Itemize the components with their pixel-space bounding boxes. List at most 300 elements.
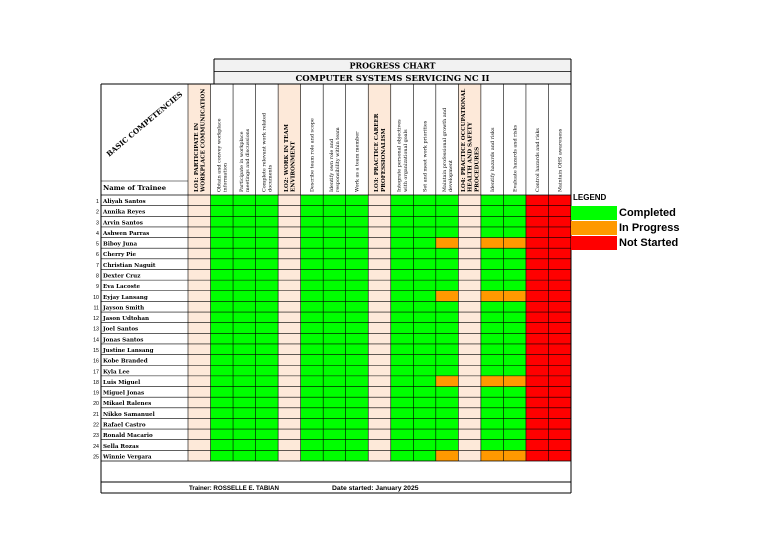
status-cell — [526, 280, 549, 291]
task-header: Identify own role and — [329, 138, 336, 192]
status-cell — [211, 397, 234, 408]
status-cell — [526, 312, 549, 323]
legend-swatch-in-progress — [571, 221, 617, 235]
status-cell — [323, 429, 346, 440]
status-cell — [503, 248, 526, 259]
status-cell — [301, 301, 324, 312]
status-cell — [436, 397, 459, 408]
status-cell — [233, 301, 256, 312]
lo-header: ENVIRONMENT — [290, 141, 297, 192]
status-cell — [391, 291, 414, 302]
status-cell — [256, 429, 279, 440]
legend-title: LEGEND — [573, 193, 607, 202]
status-cell — [323, 408, 346, 419]
status-cell — [548, 312, 571, 323]
status-cell — [503, 259, 526, 270]
trainee-name: Eyjay Lansang — [103, 294, 148, 301]
row-number: 13 — [93, 326, 99, 333]
status-cell — [481, 333, 504, 344]
status-cell — [211, 450, 234, 461]
status-cell — [481, 259, 504, 270]
lo-header: PROFESSIONALISM — [380, 128, 387, 192]
chart-title: PROGRESS CHART — [349, 60, 436, 71]
status-cell — [503, 227, 526, 238]
status-cell — [323, 450, 346, 461]
row-number: 22 — [93, 422, 99, 429]
status-cell — [481, 408, 504, 419]
status-cell — [548, 269, 571, 280]
status-cell — [391, 216, 414, 227]
status-cell — [391, 301, 414, 312]
status-cell — [323, 387, 346, 398]
status-cell — [413, 365, 436, 376]
status-cell — [503, 355, 526, 366]
status-cell — [413, 429, 436, 440]
status-cell — [436, 269, 459, 280]
status-cell — [256, 450, 279, 461]
status-cell — [211, 355, 234, 366]
status-cell — [256, 355, 279, 366]
status-cell — [526, 291, 549, 302]
status-cell — [481, 206, 504, 217]
status-cell — [233, 450, 256, 461]
status-cell — [503, 216, 526, 227]
task-header: Identify hazards and risks — [489, 127, 496, 192]
status-cell — [503, 206, 526, 217]
status-cell — [391, 387, 414, 398]
status-cell — [436, 301, 459, 312]
lo-header: WORKPLACE COMMUNICATION — [200, 88, 207, 192]
status-cell — [233, 429, 256, 440]
legend-item-not-started — [571, 235, 691, 250]
status-cell — [391, 238, 414, 249]
status-cell — [526, 333, 549, 344]
status-cell — [301, 355, 324, 366]
status-cell — [526, 365, 549, 376]
status-cell — [301, 333, 324, 344]
status-cell — [346, 259, 369, 270]
status-cell — [211, 227, 234, 238]
status-cell — [256, 301, 279, 312]
task-header: Work as a team member — [354, 131, 361, 192]
task-header: Integrate personal objectives — [396, 119, 403, 192]
status-cell — [323, 280, 346, 291]
status-cell — [346, 301, 369, 312]
status-cell — [436, 365, 459, 376]
status-cell — [301, 440, 324, 451]
status-cell — [211, 259, 234, 270]
lo-header: LO2: WORK IN TEAM — [283, 124, 290, 192]
status-cell — [526, 248, 549, 259]
status-cell — [301, 408, 324, 419]
status-cell — [323, 440, 346, 451]
status-cell — [481, 248, 504, 259]
status-cell — [526, 408, 549, 419]
status-cell — [481, 312, 504, 323]
status-cell — [323, 344, 346, 355]
status-cell — [391, 206, 414, 217]
task-header: development — [447, 160, 454, 192]
status-cell — [436, 291, 459, 302]
status-cell — [548, 355, 571, 366]
status-cell — [323, 206, 346, 217]
status-cell — [436, 238, 459, 249]
status-cell — [526, 355, 549, 366]
status-cell — [548, 397, 571, 408]
status-cell — [391, 280, 414, 291]
status-cell — [301, 323, 324, 334]
name-header: Name of Trainee — [103, 184, 167, 192]
task-header: information — [222, 163, 229, 192]
status-cell — [413, 376, 436, 387]
status-cell — [526, 238, 549, 249]
status-cell — [481, 429, 504, 440]
row-number: 12 — [93, 316, 99, 323]
status-cell — [481, 291, 504, 302]
status-cell — [301, 269, 324, 280]
status-cell — [526, 344, 549, 355]
status-cell — [436, 227, 459, 238]
trainee-name: Eva Lacoste — [103, 284, 141, 291]
lo-header: HEALTH AND SAFETY — [467, 122, 474, 192]
trainee-name: Christian Naguit — [103, 262, 156, 269]
row-number: 18 — [93, 379, 99, 386]
status-cell — [346, 227, 369, 238]
status-cell — [233, 440, 256, 451]
status-cell — [346, 365, 369, 376]
status-cell — [233, 376, 256, 387]
status-cell — [301, 206, 324, 217]
status-cell — [211, 312, 234, 323]
basic-competencies-label: BASIC COMPETENCIES — [104, 89, 185, 159]
status-cell — [413, 206, 436, 217]
status-cell — [233, 397, 256, 408]
trainee-name: Sella Rozas — [103, 443, 139, 450]
status-cell — [256, 216, 279, 227]
status-cell — [256, 440, 279, 451]
status-cell — [413, 387, 436, 398]
task-header: Participate in workplace — [238, 131, 245, 192]
status-cell — [256, 195, 279, 206]
status-cell — [301, 227, 324, 238]
status-cell — [391, 227, 414, 238]
status-cell — [211, 440, 234, 451]
status-cell — [436, 206, 459, 217]
status-cell — [481, 355, 504, 366]
status-cell — [436, 195, 459, 206]
status-cell — [301, 248, 324, 259]
trainee-name: Rafael Castro — [103, 422, 146, 429]
status-cell — [548, 344, 571, 355]
status-cell — [548, 195, 571, 206]
status-cell — [256, 397, 279, 408]
status-cell — [256, 259, 279, 270]
status-cell — [548, 238, 571, 249]
row-number: 6 — [96, 252, 99, 259]
status-cell — [548, 323, 571, 334]
status-cell — [548, 376, 571, 387]
status-cell — [256, 365, 279, 376]
status-cell — [233, 259, 256, 270]
status-cell — [301, 450, 324, 461]
status-cell — [503, 376, 526, 387]
status-cell — [391, 365, 414, 376]
status-cell — [211, 301, 234, 312]
status-cell — [346, 376, 369, 387]
status-cell — [548, 408, 571, 419]
legend-label: Not Started — [619, 236, 679, 249]
status-cell — [323, 333, 346, 344]
trainee-name: Luis Miguel — [103, 379, 141, 386]
legend — [571, 193, 691, 250]
status-cell — [346, 333, 369, 344]
status-cell — [391, 418, 414, 429]
status-cell — [548, 365, 571, 376]
status-cell — [503, 269, 526, 280]
task-header: documents — [267, 164, 274, 192]
status-cell — [323, 216, 346, 227]
status-cell — [301, 344, 324, 355]
status-cell — [233, 291, 256, 302]
status-cell — [503, 238, 526, 249]
trainee-name: Jason Udtohan — [103, 316, 150, 323]
status-cell — [548, 291, 571, 302]
status-cell — [391, 397, 414, 408]
lo-header: LO1: PARTICIPATE IN — [193, 122, 200, 192]
status-cell — [526, 376, 549, 387]
task-header: Maintain OHS awareness — [557, 128, 564, 192]
status-cell — [548, 259, 571, 270]
task-header: Set and meet work priorities — [422, 120, 429, 192]
status-cell — [211, 206, 234, 217]
status-cell — [346, 397, 369, 408]
status-cell — [436, 440, 459, 451]
status-cell — [256, 387, 279, 398]
status-cell — [481, 418, 504, 429]
status-cell — [323, 248, 346, 259]
status-cell — [436, 333, 459, 344]
status-cell — [481, 216, 504, 227]
status-cell — [233, 195, 256, 206]
status-cell — [548, 206, 571, 217]
trainee-name: Ronald Macario — [103, 433, 153, 440]
status-cell — [323, 365, 346, 376]
row-number: 21 — [93, 411, 99, 418]
trainee-name: Jonas Santos — [103, 337, 144, 344]
task-header: meetings and discussions — [245, 128, 252, 192]
status-cell — [548, 280, 571, 291]
status-cell — [413, 238, 436, 249]
status-cell — [503, 291, 526, 302]
status-cell — [256, 312, 279, 323]
status-cell — [503, 418, 526, 429]
status-cell — [256, 248, 279, 259]
row-number: 25 — [93, 454, 99, 461]
date-started-label: Date started: January 2025 — [332, 485, 419, 492]
status-cell — [548, 248, 571, 259]
status-cell — [391, 259, 414, 270]
status-cell — [436, 418, 459, 429]
trainee-name: Annika Reyes — [103, 209, 146, 216]
row-number: 4 — [96, 230, 99, 237]
status-cell — [323, 397, 346, 408]
task-header: Control hazards and risks — [534, 128, 541, 192]
status-cell — [548, 227, 571, 238]
row-number: 3 — [96, 220, 99, 227]
status-cell — [211, 323, 234, 334]
status-cell — [233, 418, 256, 429]
status-cell — [346, 323, 369, 334]
status-cell — [256, 280, 279, 291]
legend-item-completed — [571, 205, 691, 220]
status-cell — [211, 365, 234, 376]
trainee-name: Mikael Ralenes — [103, 401, 152, 408]
status-cell — [301, 312, 324, 323]
status-cell — [301, 387, 324, 398]
status-cell — [233, 206, 256, 217]
status-cell — [548, 216, 571, 227]
status-cell — [436, 355, 459, 366]
status-cell — [481, 376, 504, 387]
task-header: Describe team role and scope — [309, 118, 316, 192]
status-cell — [256, 408, 279, 419]
status-cell — [391, 450, 414, 461]
status-cell — [301, 418, 324, 429]
status-cell — [211, 216, 234, 227]
status-cell — [301, 259, 324, 270]
trainee-name: Joel Santos — [103, 326, 139, 333]
row-number: 1 — [96, 199, 99, 206]
status-cell — [436, 280, 459, 291]
row-number: 7 — [96, 262, 99, 269]
task-header: responsibility within team — [335, 127, 342, 192]
status-cell — [481, 280, 504, 291]
status-cell — [481, 195, 504, 206]
status-cell — [346, 206, 369, 217]
status-cell — [301, 238, 324, 249]
status-cell — [233, 344, 256, 355]
status-cell — [526, 418, 549, 429]
task-header: Maintain professional growth and — [441, 107, 448, 192]
status-cell — [503, 450, 526, 461]
trainee-name: Justine Lansang — [103, 348, 154, 354]
status-cell — [436, 312, 459, 323]
status-cell — [323, 323, 346, 334]
lo-header: LO4: PRACTICE OCCUPATIONAL — [460, 88, 467, 192]
status-cell — [323, 301, 346, 312]
status-cell — [436, 248, 459, 259]
status-cell — [211, 418, 234, 429]
status-cell — [503, 429, 526, 440]
status-cell — [413, 355, 436, 366]
status-cell — [526, 269, 549, 280]
status-cell — [526, 429, 549, 440]
status-cell — [211, 269, 234, 280]
status-cell — [256, 291, 279, 302]
status-cell — [526, 440, 549, 451]
status-cell — [481, 269, 504, 280]
status-cell — [391, 408, 414, 419]
legend-item-in-progress — [571, 220, 691, 235]
status-cell — [256, 418, 279, 429]
status-cell — [526, 227, 549, 238]
row-number: 15 — [93, 348, 99, 354]
status-cell — [233, 248, 256, 259]
legend-swatch-completed — [571, 206, 617, 220]
status-cell — [413, 195, 436, 206]
status-cell — [346, 238, 369, 249]
status-cell — [211, 376, 234, 387]
status-cell — [503, 440, 526, 451]
status-cell — [391, 323, 414, 334]
status-cell — [413, 301, 436, 312]
status-cell — [256, 323, 279, 334]
status-cell — [211, 387, 234, 398]
row-number: 8 — [96, 273, 99, 280]
status-cell — [211, 248, 234, 259]
trainee-name: Jayson Smith — [103, 305, 145, 312]
status-cell — [413, 248, 436, 259]
status-cell — [481, 397, 504, 408]
status-cell — [391, 355, 414, 366]
chart-subtitle: COMPUTER SYSTEMS SERVICING NC II — [295, 74, 490, 84]
status-cell — [256, 227, 279, 238]
row-number: 14 — [93, 337, 99, 344]
status-cell — [211, 291, 234, 302]
status-cell — [391, 333, 414, 344]
legend-label: In Progress — [619, 221, 680, 234]
trainee-name: Kobe Branded — [103, 358, 148, 365]
status-cell — [301, 280, 324, 291]
status-cell — [436, 323, 459, 334]
status-cell — [391, 248, 414, 259]
status-cell — [301, 365, 324, 376]
status-cell — [481, 450, 504, 461]
status-cell — [526, 206, 549, 217]
status-cell — [301, 291, 324, 302]
status-cell — [346, 418, 369, 429]
trainer-label: Trainer: ROSSELLE E. TABIAN — [189, 485, 279, 492]
status-cell — [436, 376, 459, 387]
status-cell — [413, 344, 436, 355]
row-number: 2 — [96, 209, 99, 216]
status-cell — [256, 238, 279, 249]
status-cell — [503, 397, 526, 408]
trainee-name: Cherry Pie — [103, 252, 137, 259]
status-cell — [548, 440, 571, 451]
status-cell — [413, 291, 436, 302]
status-cell — [346, 450, 369, 461]
status-cell — [413, 450, 436, 461]
status-cell — [526, 387, 549, 398]
status-cell — [301, 216, 324, 227]
status-cell — [526, 397, 549, 408]
trainee-name: Winnie Vergara — [103, 454, 152, 461]
status-cell — [413, 280, 436, 291]
status-cell — [233, 216, 256, 227]
status-cell — [256, 206, 279, 217]
status-cell — [391, 376, 414, 387]
status-cell — [346, 344, 369, 355]
task-header: Evaluate hazards and risks — [512, 124, 519, 192]
status-cell — [256, 344, 279, 355]
status-cell — [413, 269, 436, 280]
status-cell — [391, 269, 414, 280]
row-number: 9 — [96, 284, 99, 291]
status-cell — [323, 238, 346, 249]
status-cell — [301, 429, 324, 440]
row-number: 23 — [93, 433, 99, 440]
